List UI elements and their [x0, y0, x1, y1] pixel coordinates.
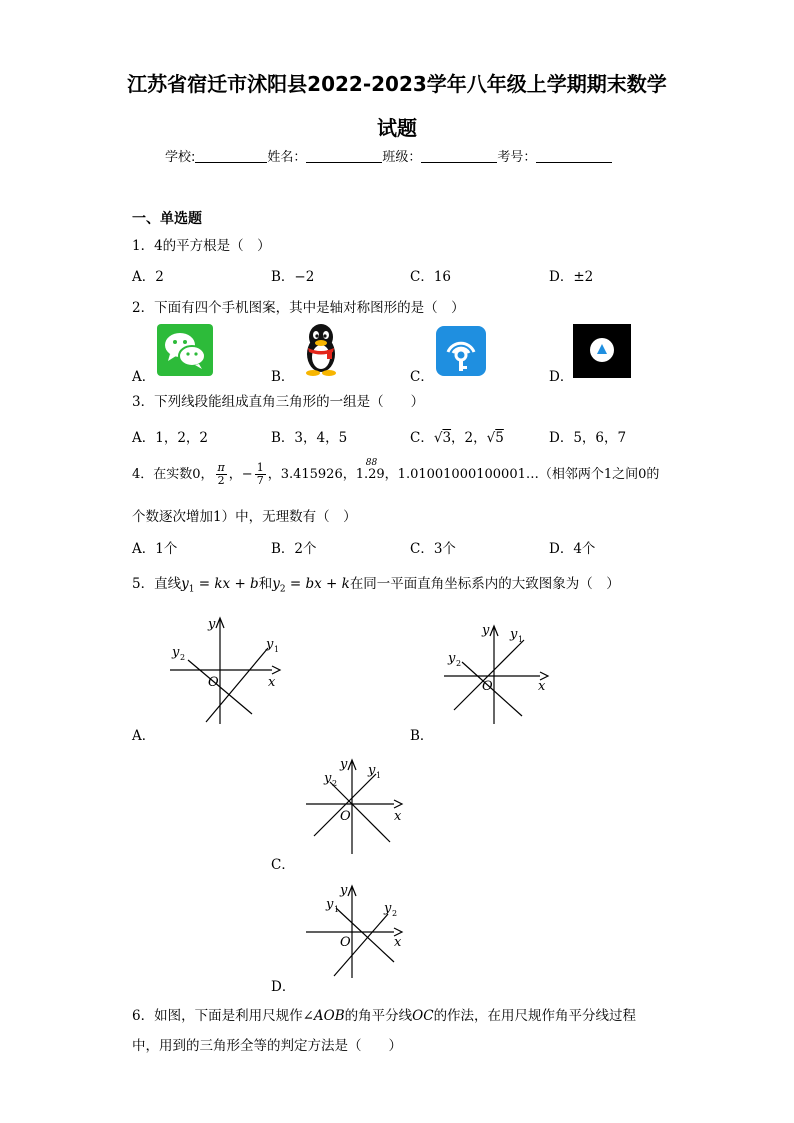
q1-option-d[interactable]: D．±2 [549, 269, 594, 285]
school-label: 学校: [165, 150, 196, 165]
equation-1: = kx + b [194, 576, 259, 592]
y2-subscript: 2 [392, 909, 398, 918]
conjunction: 和 [258, 576, 273, 592]
q4-prefix: 4．在实数0， [132, 467, 214, 482]
class-label: 班级： [382, 150, 422, 165]
y1-label: y [368, 763, 376, 778]
up-arrow-icon [573, 324, 631, 378]
q5-prefix: 5．直线 [132, 576, 182, 592]
q2-option-a[interactable]: A． [132, 369, 156, 385]
q5-option-b[interactable]: B． [410, 728, 434, 744]
q5-stem [132, 572, 620, 595]
exam-no-blank[interactable] [536, 150, 612, 163]
graph-c [300, 752, 410, 856]
y1-subscript: 1 [518, 635, 524, 644]
school-blank[interactable] [195, 150, 267, 163]
q4-option-d[interactable]: D．4个 [549, 541, 596, 557]
q4-stem-line1 [132, 458, 660, 487]
y2-label: y [448, 651, 456, 666]
q3-option-c-mid: ，2， [451, 430, 487, 446]
y1-subscript: 1 [376, 771, 382, 780]
wechat-icon [157, 324, 213, 376]
q1-option-a[interactable]: A．2 [132, 269, 164, 285]
student-info-row [165, 146, 612, 165]
decimal-value: 1.29 [355, 467, 385, 482]
q1-stem: 1．4的平方根是（ ） [132, 238, 271, 254]
exam-no-label: 考号： [497, 150, 537, 165]
y1-subscript: 1 [274, 645, 280, 654]
y2-subscript: 2 [180, 653, 186, 662]
y2-label: y [324, 771, 332, 786]
y1-label: y [510, 627, 518, 642]
y1-subscript: 1 [334, 905, 340, 914]
x-label: x [538, 679, 546, 694]
y-label: y [340, 883, 348, 898]
y2-label: y [172, 645, 180, 660]
x-arrow [394, 800, 402, 808]
origin-label: O [208, 675, 219, 690]
origin-label: O [482, 679, 493, 694]
radicand-5: 5 [495, 430, 504, 446]
q2-option-d[interactable]: D． [549, 369, 574, 385]
graph-b [440, 618, 560, 726]
q6-prefix: 6．如图，下面是利用尺规作 [132, 1008, 303, 1024]
line-y1 [454, 640, 524, 710]
y-label: y [208, 617, 216, 632]
denominator: 2 [217, 474, 225, 487]
q3-option-d[interactable]: D．5，6，7 [549, 430, 627, 446]
y2-var: y [272, 576, 280, 592]
equation-2: = bx + k [285, 576, 350, 592]
radicand-3: 3 [442, 430, 452, 446]
q5-option-c[interactable]: C． [271, 857, 295, 873]
origin-label: O [340, 935, 351, 950]
y1-var: y [181, 576, 189, 592]
q3-stem: 3．下列线段能组成直角三角形的一组是（ ） [132, 394, 425, 410]
denominator: 7 [256, 474, 264, 487]
x-label: x [268, 675, 276, 690]
numerator: π [217, 461, 225, 474]
q4-option-a[interactable]: A．1个 [132, 541, 178, 557]
fraction-pi-over-2 [216, 462, 227, 487]
y-label: y [340, 757, 348, 772]
q4-option-b[interactable]: B．2个 [271, 541, 317, 557]
q1-option-c[interactable]: C．16 [410, 269, 452, 285]
repeating-dots: 88 [365, 458, 378, 468]
y-label: y [482, 623, 490, 638]
x-arrow [272, 666, 280, 674]
q2-option-c[interactable]: C． [410, 369, 434, 385]
q2-stem: 2．下面有四个手机图案，其中是轴对称图形的是（ ） [132, 300, 465, 316]
q3-option-b[interactable]: B．3，4，5 [271, 430, 348, 446]
q6-stem-line2: 中，用到的三角形全等的判定方法是（ ） [132, 1038, 402, 1054]
subscript-2: 2 [279, 584, 286, 595]
y2-subscript: 2 [456, 659, 462, 668]
y2-label: y [384, 901, 392, 916]
q1-option-b[interactable]: B．−2 [271, 269, 315, 285]
qq-penguin-icon [300, 322, 342, 376]
q5-option-a[interactable]: A． [132, 728, 156, 744]
graph-a [160, 608, 290, 730]
name-blank[interactable] [306, 150, 382, 163]
numerator: 1 [256, 461, 264, 474]
line-y2 [330, 782, 390, 842]
sqrt-symbol: √ [433, 430, 443, 446]
y1-label: y [266, 637, 274, 652]
q3-option-c-prefix: C． [410, 430, 434, 446]
class-blank[interactable] [421, 150, 497, 163]
y2-subscript: 2 [332, 779, 338, 788]
q4-stem-line2: 个数逐次增加1）中，无理数有（ ） [132, 509, 357, 525]
segment-oc: OC [412, 1008, 434, 1024]
q2-option-b[interactable]: B． [271, 369, 295, 385]
wifi-key-icon [436, 326, 486, 376]
q6-stem-line1 [132, 1004, 636, 1024]
q5-suffix: 在同一平面直角坐标系内的大致图象为（ ） [349, 576, 620, 592]
page-title-line2: 试题 [377, 116, 417, 140]
page-title-line1: 江苏省宿迁市沭阳县2022-2023学年八年级上学期期末数学 [127, 72, 667, 96]
q4-mid: ，3.415926， [267, 467, 356, 482]
fraction-1-over-7 [255, 462, 266, 487]
section-heading: 一、单选题 [132, 211, 202, 227]
subscript-1: 1 [188, 584, 195, 595]
x-label: x [394, 935, 402, 950]
angle-aob: ∠AOB [302, 1008, 345, 1024]
q6-suffix: 的作法，在用尺规作角平分线过程 [433, 1008, 637, 1024]
negative-sign: ，− [228, 467, 253, 482]
q4-suffix: ，1.01001000100001…（相邻两个1之间0的 [384, 467, 660, 482]
q5-option-d[interactable]: D． [271, 979, 296, 995]
y1-label: y [326, 897, 334, 912]
q4-option-c[interactable]: C．3个 [410, 541, 456, 557]
q3-option-c[interactable] [410, 426, 504, 446]
name-label: 姓名： [267, 150, 307, 165]
x-label: x [394, 809, 402, 824]
sqrt-symbol: √ [486, 430, 496, 446]
q6-mid: 的角平分线 [344, 1008, 413, 1024]
repeating-decimal [355, 458, 385, 482]
q3-option-a[interactable]: A．1，2，2 [132, 430, 209, 446]
origin-label: O [340, 809, 351, 824]
graph-d [300, 878, 410, 980]
